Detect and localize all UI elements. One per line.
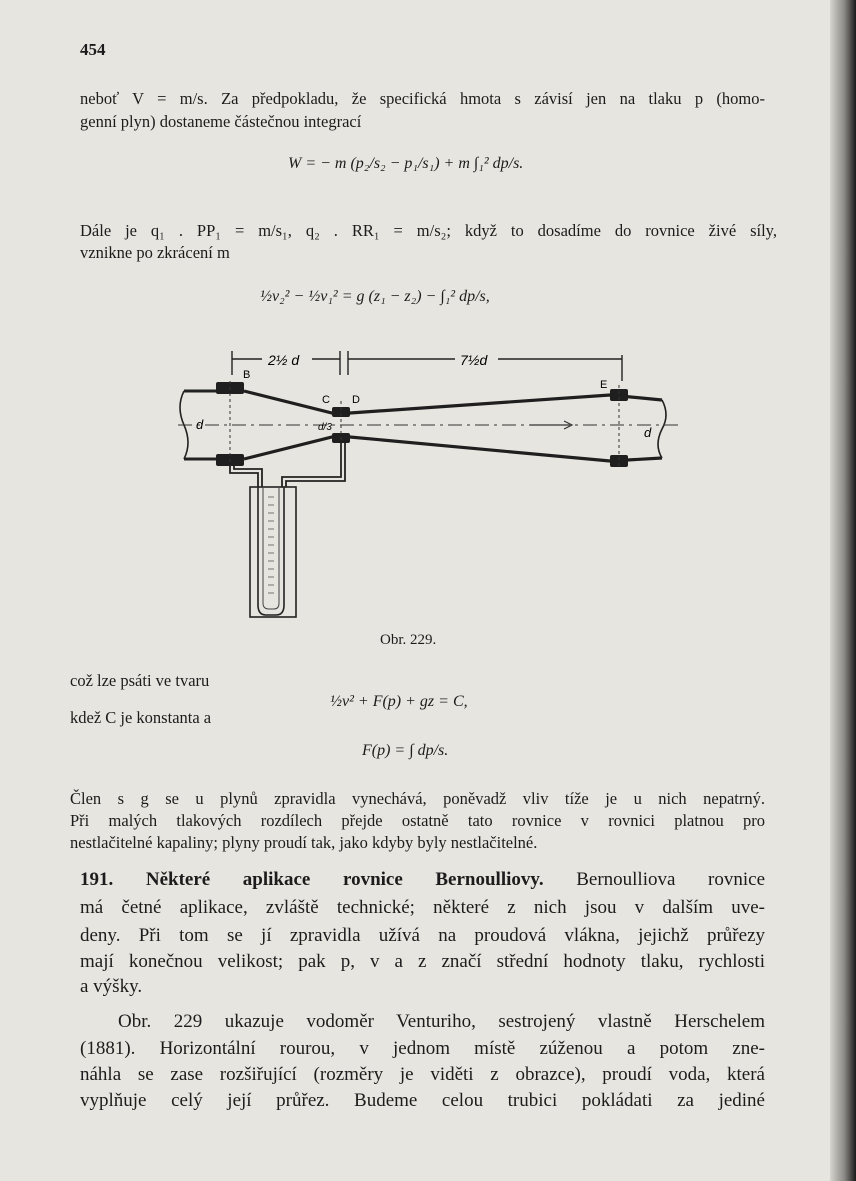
label-b: B (243, 369, 251, 381)
paragraph2-line-3: náhla se zase rozšiřující (rozměry je viděti z obrazce), proudí voda, která (80, 1064, 765, 1085)
section-line-1-rest: Bernoulliova rovnice (576, 869, 766, 890)
venturi-meter-figure (170, 345, 690, 630)
section-line-3: deny. Při tom se jí zpravidla užívá na proudová vlákna, jejichž průřezy (80, 925, 765, 946)
section-line-4: mají konečnou velikost; pak p, v a z značí střední hodnoty tlaku, rychlosti (80, 951, 765, 972)
label-d-left: d (196, 417, 204, 432)
dim-label-left: 2½ d (268, 352, 300, 368)
formula-bernoulli: ½v² + F(p) + gz = C, (330, 693, 468, 710)
page-edge-shadow (830, 0, 856, 1181)
section-line-5: a výšky. (80, 976, 143, 997)
paragraph2-line-1: Obr. 229 ukazuje vodoměr Venturiho, sestrojený vlastně Herschelem (118, 1011, 765, 1032)
paragraph2-line-4: vyplňuje celý její průřez. Budeme celou trubici pokládati za jediné (80, 1090, 765, 1111)
label-d-throat: d/3 (318, 422, 332, 433)
formula-work: W = − m (p₂/s₂ − p₁/s₁) + m ∫₁² dp/s. (288, 155, 524, 172)
section-line-1 (80, 866, 765, 893)
paragraph2-line-2: (1881). Horizontální rourou, v jednom místě zúženou a potom zne- (80, 1038, 765, 1059)
dim-label-right: 7½d (460, 352, 488, 368)
formula-energy: ½v₂² − ½v₁² = g (z₁ − z₂) − ∫₁² dp/s, (260, 288, 490, 305)
label-d-right: d (644, 425, 652, 440)
label-e: E (600, 379, 608, 391)
constant-text: kdež C je konstanta a (70, 708, 212, 727)
section-line-2: má četné aplikace, zvláště technické; některé z nich jsou v dalším uve- (80, 897, 765, 918)
substitution-line-1: Dále je q₁ . PP₁ = m/s₁, q₂ . RR₁ = m/s₂; když to dosadíme do rovnice živé síly, (80, 221, 777, 240)
note-line-1: Člen s g se u plynů zpravidla vynechává, poněvadž vliv tíže je u nich nepatrný. (70, 789, 765, 808)
label-c: C (322, 394, 330, 406)
label-d-section: D (352, 394, 360, 406)
intro-line-1: neboť V = m/s. Za předpokladu, že specifická hmota s závisí jen na tlaku p (homo- (80, 89, 765, 108)
formula-f: F(p) = ∫ dp/s. (362, 742, 449, 759)
substitution-line-2: vznikne po zkrácení m (80, 243, 230, 262)
page-number: 454 (80, 40, 106, 59)
note-line-3: nestlačitelné kapaliny; plyny proudí tak, jako kdyby byly nestlačitelné. (70, 833, 538, 852)
intro-line-2: genní plyn) dostaneme částečnou integrací (80, 112, 362, 131)
figure-caption: Obr. 229. (380, 632, 437, 648)
form-text: což lze psáti ve tvaru (70, 671, 210, 690)
section-heading: 191. Některé aplikace rovnice Bernoulliovy. (80, 869, 544, 890)
note-line-2: Při malých tlakových rozdílech přejde ostatně tato rovnice v rovnici platnou pro (70, 811, 765, 830)
